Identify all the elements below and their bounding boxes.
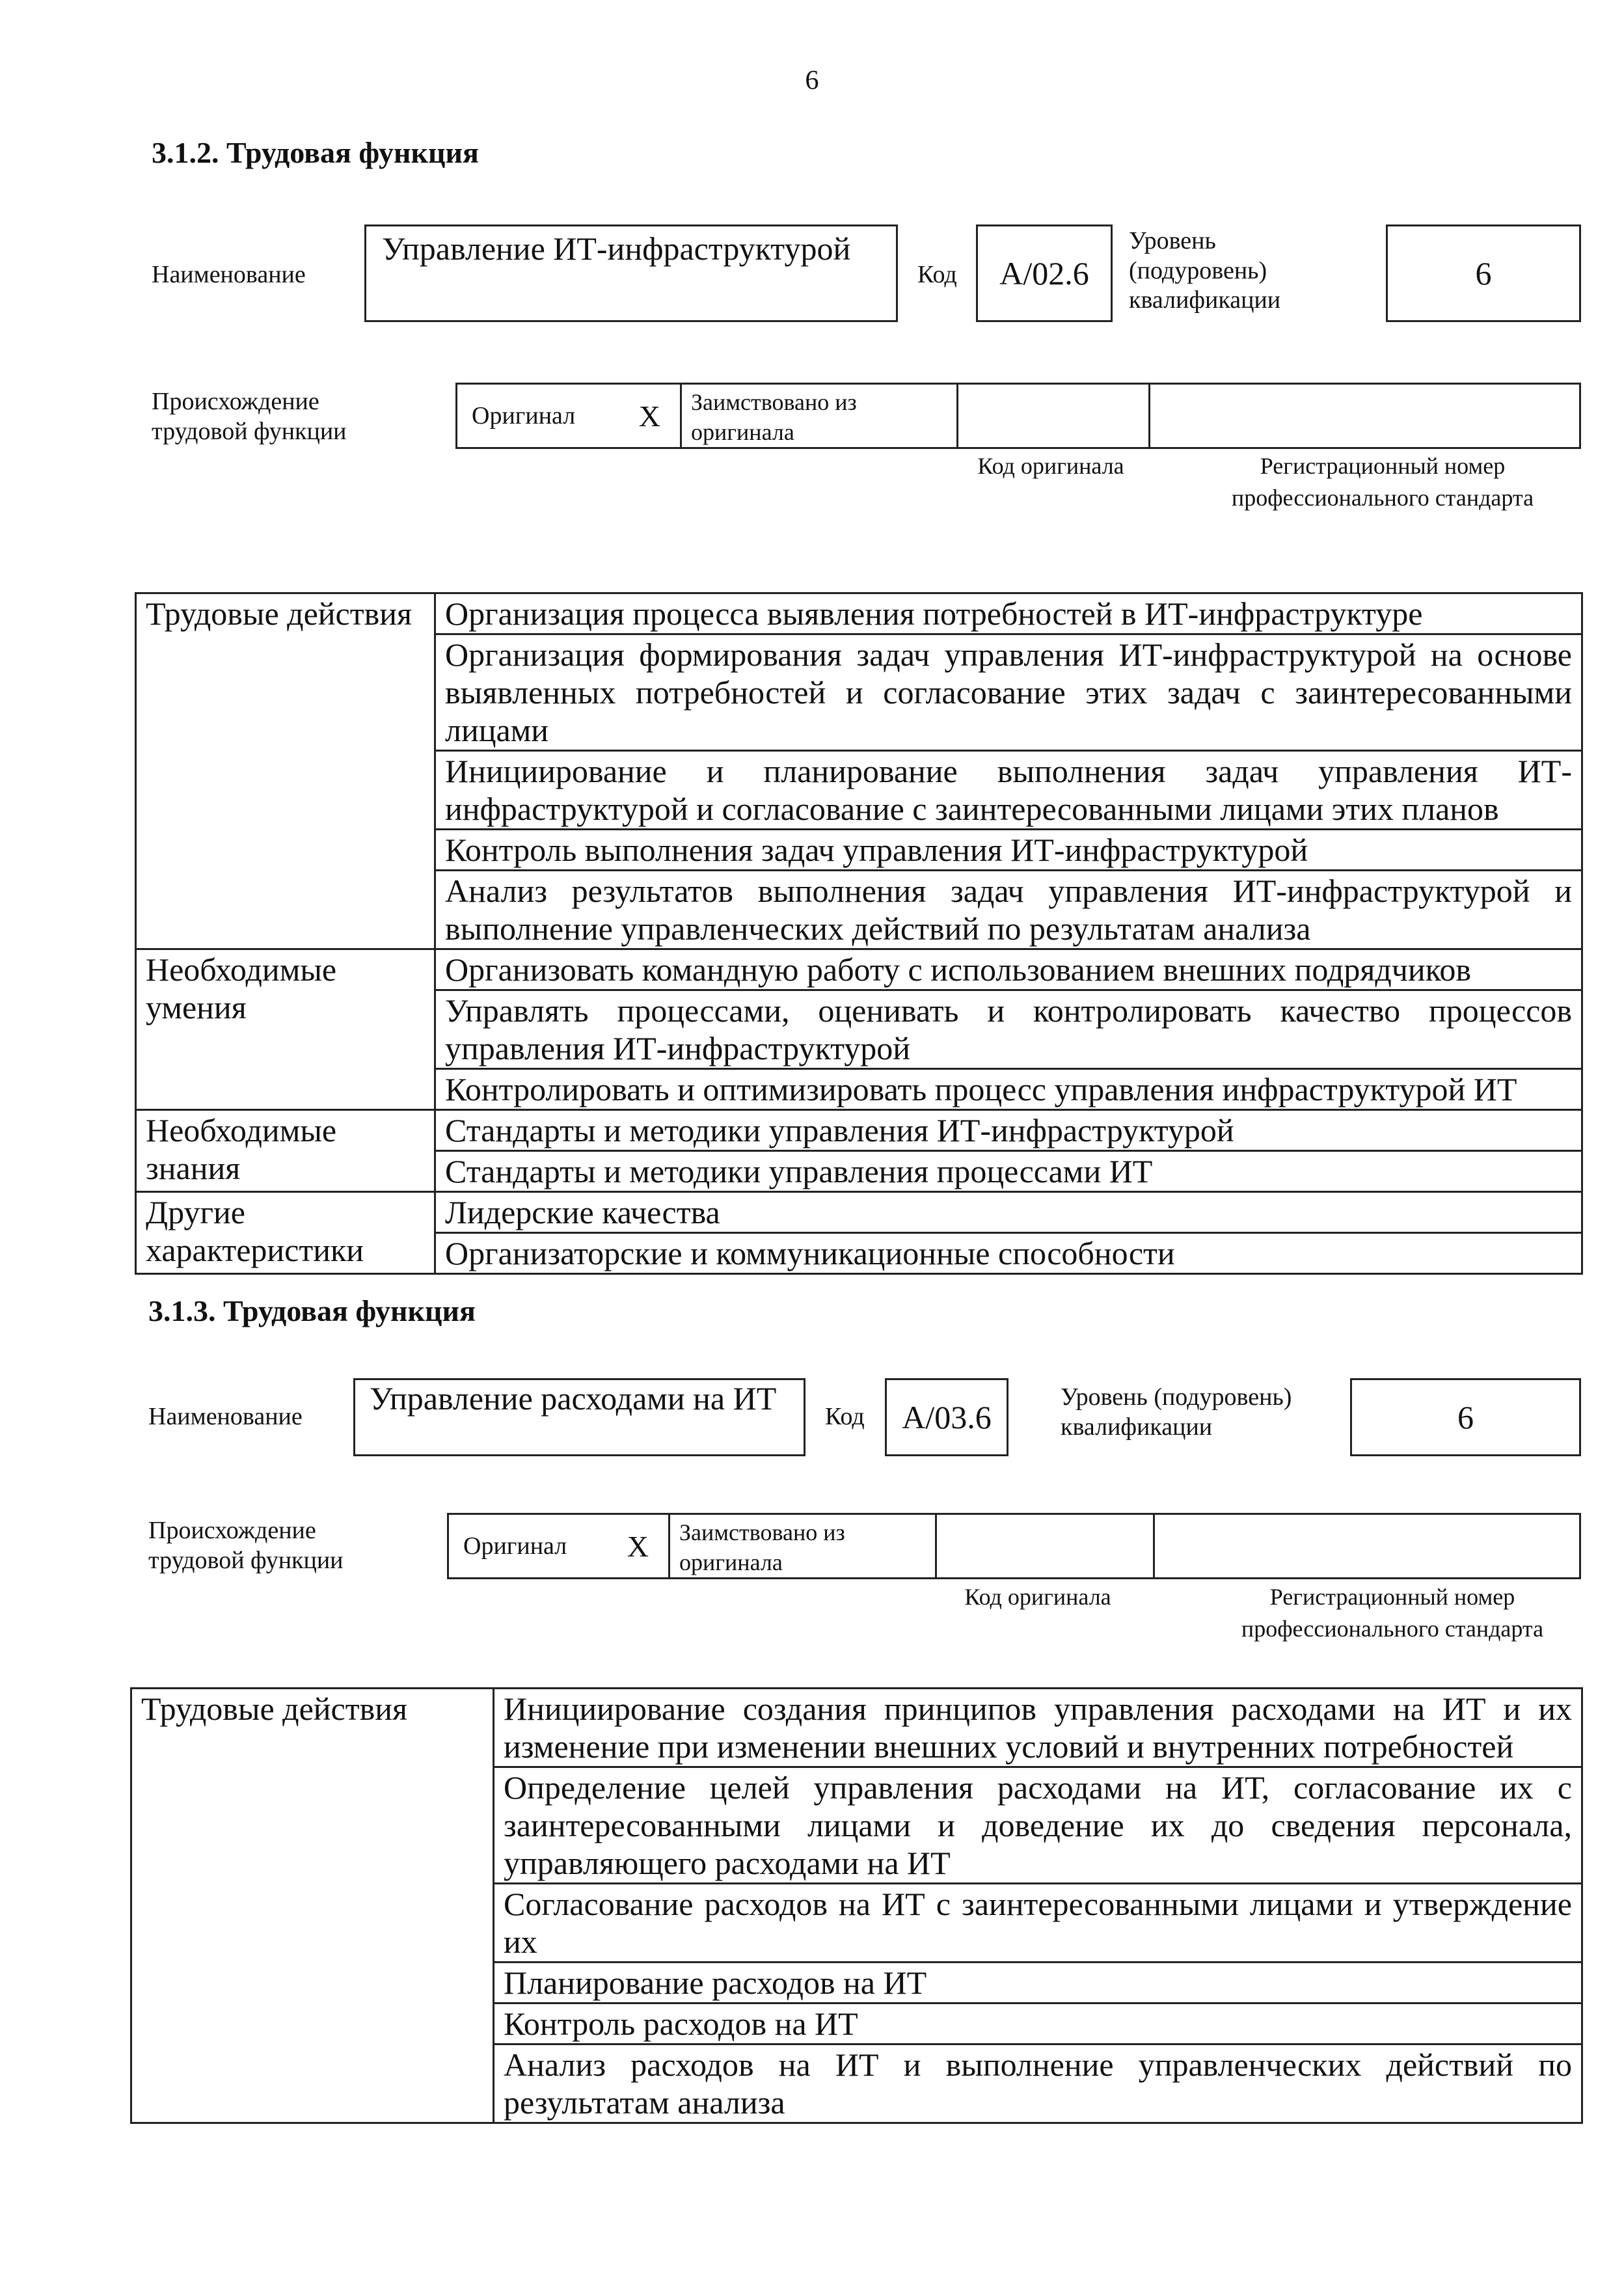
borrowed-cell: Заимствовано из оригинала (670, 1515, 937, 1577)
list-item: Контроль выполнения задач управления ИТ-инфраструктурой (435, 830, 1582, 871)
function-name-box: Управление расходами на ИТ (353, 1378, 805, 1456)
borrowed-cell: Заимствовано из оригинала (682, 385, 958, 447)
code-value-box: А/03.6 (885, 1378, 1008, 1456)
list-item: Организаторские и коммуникационные способности (435, 1233, 1582, 1274)
level-label: Уровень (подуровень) квалификации (1061, 1383, 1292, 1441)
original-label: Оригинал (472, 402, 576, 429)
section-heading-3-1-3: 3.1.3. Трудовая функция (148, 1294, 476, 1327)
function-table-3-1-3 (130, 1687, 1583, 2124)
list-item: Инициирование и планирование выполнения задач управления ИТ-инфраструктурой и согласование с заинтересованными лицами этих планов (435, 751, 1582, 830)
function-name-box: Управление ИТ-инфраструктурой (364, 224, 898, 322)
origin-label: Происхождение трудовой функции (152, 388, 347, 445)
list-item: Организация процесса выявления потребностей в ИТ-инфраструктуре (435, 593, 1582, 634)
list-item: Контроль расходов на ИТ (494, 2004, 1582, 2044)
registration-number-cell (1150, 385, 1579, 447)
function-table-3-1-2 (135, 592, 1583, 1275)
list-item: Стандарты и методики управления ИТ-инфраструктурой (435, 1110, 1582, 1151)
list-item: Согласование расходов на ИТ с заинтересованными лицами и утверждение их (494, 1884, 1582, 1963)
section-title-labor-actions: Трудовые действия (136, 593, 435, 949)
registration-number-caption: Регистрационный номер профессионального стандарта (1231, 453, 1534, 511)
section-title-skills: Необходимые умения (136, 949, 435, 1110)
list-item: Инициирование создания принципов управления расходами на ИТ и их изменение при изменении внешних условий и внутренних потребностей (494, 1689, 1582, 1767)
list-item: Планирование расходов на ИТ (494, 1963, 1582, 2004)
section-heading-3-1-2: 3.1.2. Трудовая функция (152, 136, 479, 169)
name-label: Наименование (152, 261, 306, 288)
registration-number-caption: Регистрационный номер профессионального стандарта (1241, 1584, 1544, 1642)
origin-table (455, 383, 1581, 449)
origin-label: Происхождение трудовой функции (148, 1517, 344, 1574)
page-number: 6 (805, 66, 819, 96)
section-title-knowledge: Необходимые знания (136, 1110, 435, 1192)
original-mark: X (627, 1529, 649, 1563)
list-item: Организовать командную работу с использованием внешних подрядчиков (435, 949, 1582, 990)
list-item: Стандарты и методики управления процессами ИТ (435, 1151, 1582, 1192)
list-item: Контролировать и оптимизировать процесс управления инфраструктурой ИТ (435, 1069, 1582, 1110)
level-label: Уровень (подуровень) квалификации (1129, 227, 1281, 314)
original-label: Оригинал (463, 1532, 567, 1560)
section-title-other: Другие характеристики (136, 1192, 435, 1274)
code-label: Код (917, 261, 957, 288)
code-original-caption: Код оригинала (977, 453, 1124, 479)
code-original-caption: Код оригинала (964, 1584, 1111, 1610)
name-label: Наименование (148, 1403, 303, 1430)
section-title-labor-actions: Трудовые действия (131, 1689, 494, 2123)
level-value-box: 6 (1350, 1378, 1581, 1456)
list-item: Анализ расходов на ИТ и выполнение управленческих действий по результатам анализа (494, 2044, 1582, 2123)
level-value-box: 6 (1386, 224, 1581, 322)
original-mark: X (638, 399, 660, 433)
original-code-cell (958, 385, 1150, 447)
list-item: Организация формирования задач управления ИТ-инфраструктурой на основе выявленных потребностей и согласование этих задач с заинтересованными лицами (435, 634, 1582, 751)
list-item: Лидерские качества (435, 1192, 1582, 1233)
registration-number-cell (1155, 1515, 1579, 1577)
list-item: Управлять процессами, оценивать и контролировать качество процессов управления ИТ-инфраструктурой (435, 990, 1582, 1069)
list-item: Определение целей управления расходами на ИТ, согласование их с заинтересованными лицами и доведение их до сведения персонала, управляющего расходами на ИТ (494, 1767, 1582, 1884)
original-cell (457, 385, 682, 447)
original-cell (449, 1515, 670, 1577)
original-code-cell (937, 1515, 1155, 1577)
list-item: Анализ результатов выполнения задач управления ИТ-инфраструктурой и выполнение управленческих действий по результатам анализа (435, 871, 1582, 949)
code-label: Код (825, 1403, 865, 1430)
code-value-box: А/02.6 (976, 224, 1113, 322)
origin-table (447, 1513, 1581, 1579)
